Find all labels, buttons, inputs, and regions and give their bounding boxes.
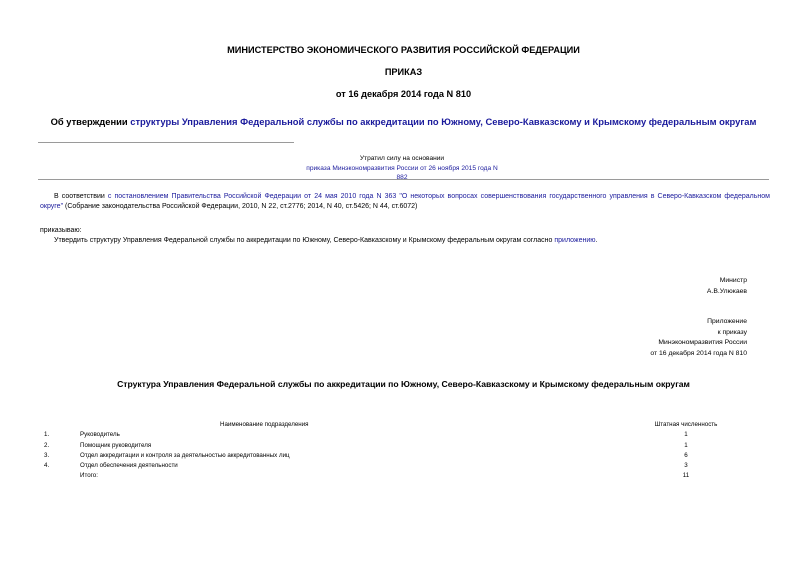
preamble-paragraph — [40, 192, 770, 212]
status-divider-top — [38, 142, 294, 143]
row-num: 4. — [44, 462, 50, 470]
signature-name: А.В.Улюкаев — [706, 287, 747, 295]
row-num: 2. — [44, 441, 50, 449]
row-count: 6 — [684, 451, 688, 459]
appendix-line-1: Приложение — [707, 318, 747, 325]
table-header-row — [40, 421, 720, 431]
preamble-suffix: (Собрание законодательства Российской Федерации, 2010, N 22, ст.2776; 2014, N 40, ст.5426; N 44, ст.6072) — [63, 203, 418, 210]
structure-title: Структура Управления Федеральной службы по аккредитации по Южному, Северо-Кавказскому и Крымскому федеральным округам — [117, 379, 690, 389]
structure-table — [40, 421, 720, 483]
row-count: 1 — [684, 431, 688, 439]
appendix-line-3: Минэкономразвития России — [658, 339, 747, 346]
date-number: от 16 декабря 2014 года N 810 — [335, 89, 472, 99]
total-num — [40, 472, 80, 482]
document-title — [0, 116, 807, 127]
ministry-heading: МИНИСТЕРСТВО ЭКОНОМИЧЕСКОГО РАЗВИТИЯ РОССИЙСКОЙ ФЕДЕРАЦИИ — [227, 45, 580, 55]
table-row — [40, 452, 720, 462]
header-num-cell — [40, 421, 80, 431]
row-name: Помощник руководителя — [80, 441, 152, 449]
signature-block — [707, 276, 747, 297]
title-prefix: Об утверждении — [50, 116, 131, 127]
decree-link[interactable]: с постановлением Правительства Российской Федерации от 24 мая 2010 года N 363 "О некоторых вопросах совершенствования государственного управления в Северо-Кавказском федеральном округе" — [40, 193, 770, 210]
order-suffix: . — [595, 237, 598, 244]
preamble-prefix: В соответствии — [54, 193, 108, 200]
total-label: Итого: — [80, 472, 98, 480]
row-name: Отдел обеспечения деятельности — [80, 462, 178, 470]
table-row — [40, 442, 720, 452]
total-count: 11 — [682, 472, 690, 480]
appendix-block — [650, 317, 747, 359]
row-name: Руководитель — [80, 431, 120, 439]
header-count-cell: Штатная численность — [654, 421, 718, 428]
appendix-link[interactable]: приложению — [554, 237, 596, 244]
title-link[interactable]: структуры Управления Федеральной службы по аккредитации по Южному, Северо-Кавказскому и Крымскому федеральным округам — [130, 116, 757, 127]
header-name-cell: Наименование подразделения — [220, 421, 309, 428]
signature-position: Министр — [719, 277, 747, 284]
status-line: Утратил силу на основании — [359, 155, 445, 162]
appendix-line-2: к приказу — [717, 328, 747, 336]
row-num: 3. — [44, 451, 50, 459]
row-name: Отдел аккредитации и контроля за деятельностью аккредитованных лиц — [80, 451, 290, 459]
appendix-line-4: от 16 декабря 2014 года N 810 — [650, 349, 747, 357]
table-total-row — [40, 472, 720, 482]
row-count: 3 — [684, 462, 688, 470]
status-repeal-link[interactable]: приказа Минэкономразвития России от 26 ноября 2015 года N 882 — [306, 164, 498, 181]
order-paragraph — [54, 236, 770, 246]
row-num: 1. — [44, 431, 50, 439]
order-text: Утвердить структуру Управления Федеральной службы по аккредитации по Южному, Северо-Кавказскому и Крымскому федеральным округам согласно — [54, 237, 555, 244]
table-row — [40, 431, 720, 441]
status-divider-bottom — [38, 179, 769, 180]
order-word: приказываю: — [40, 227, 82, 234]
table-row — [40, 462, 720, 472]
doc-type-heading: ПРИКАЗ — [384, 67, 423, 77]
row-count: 1 — [684, 441, 688, 449]
